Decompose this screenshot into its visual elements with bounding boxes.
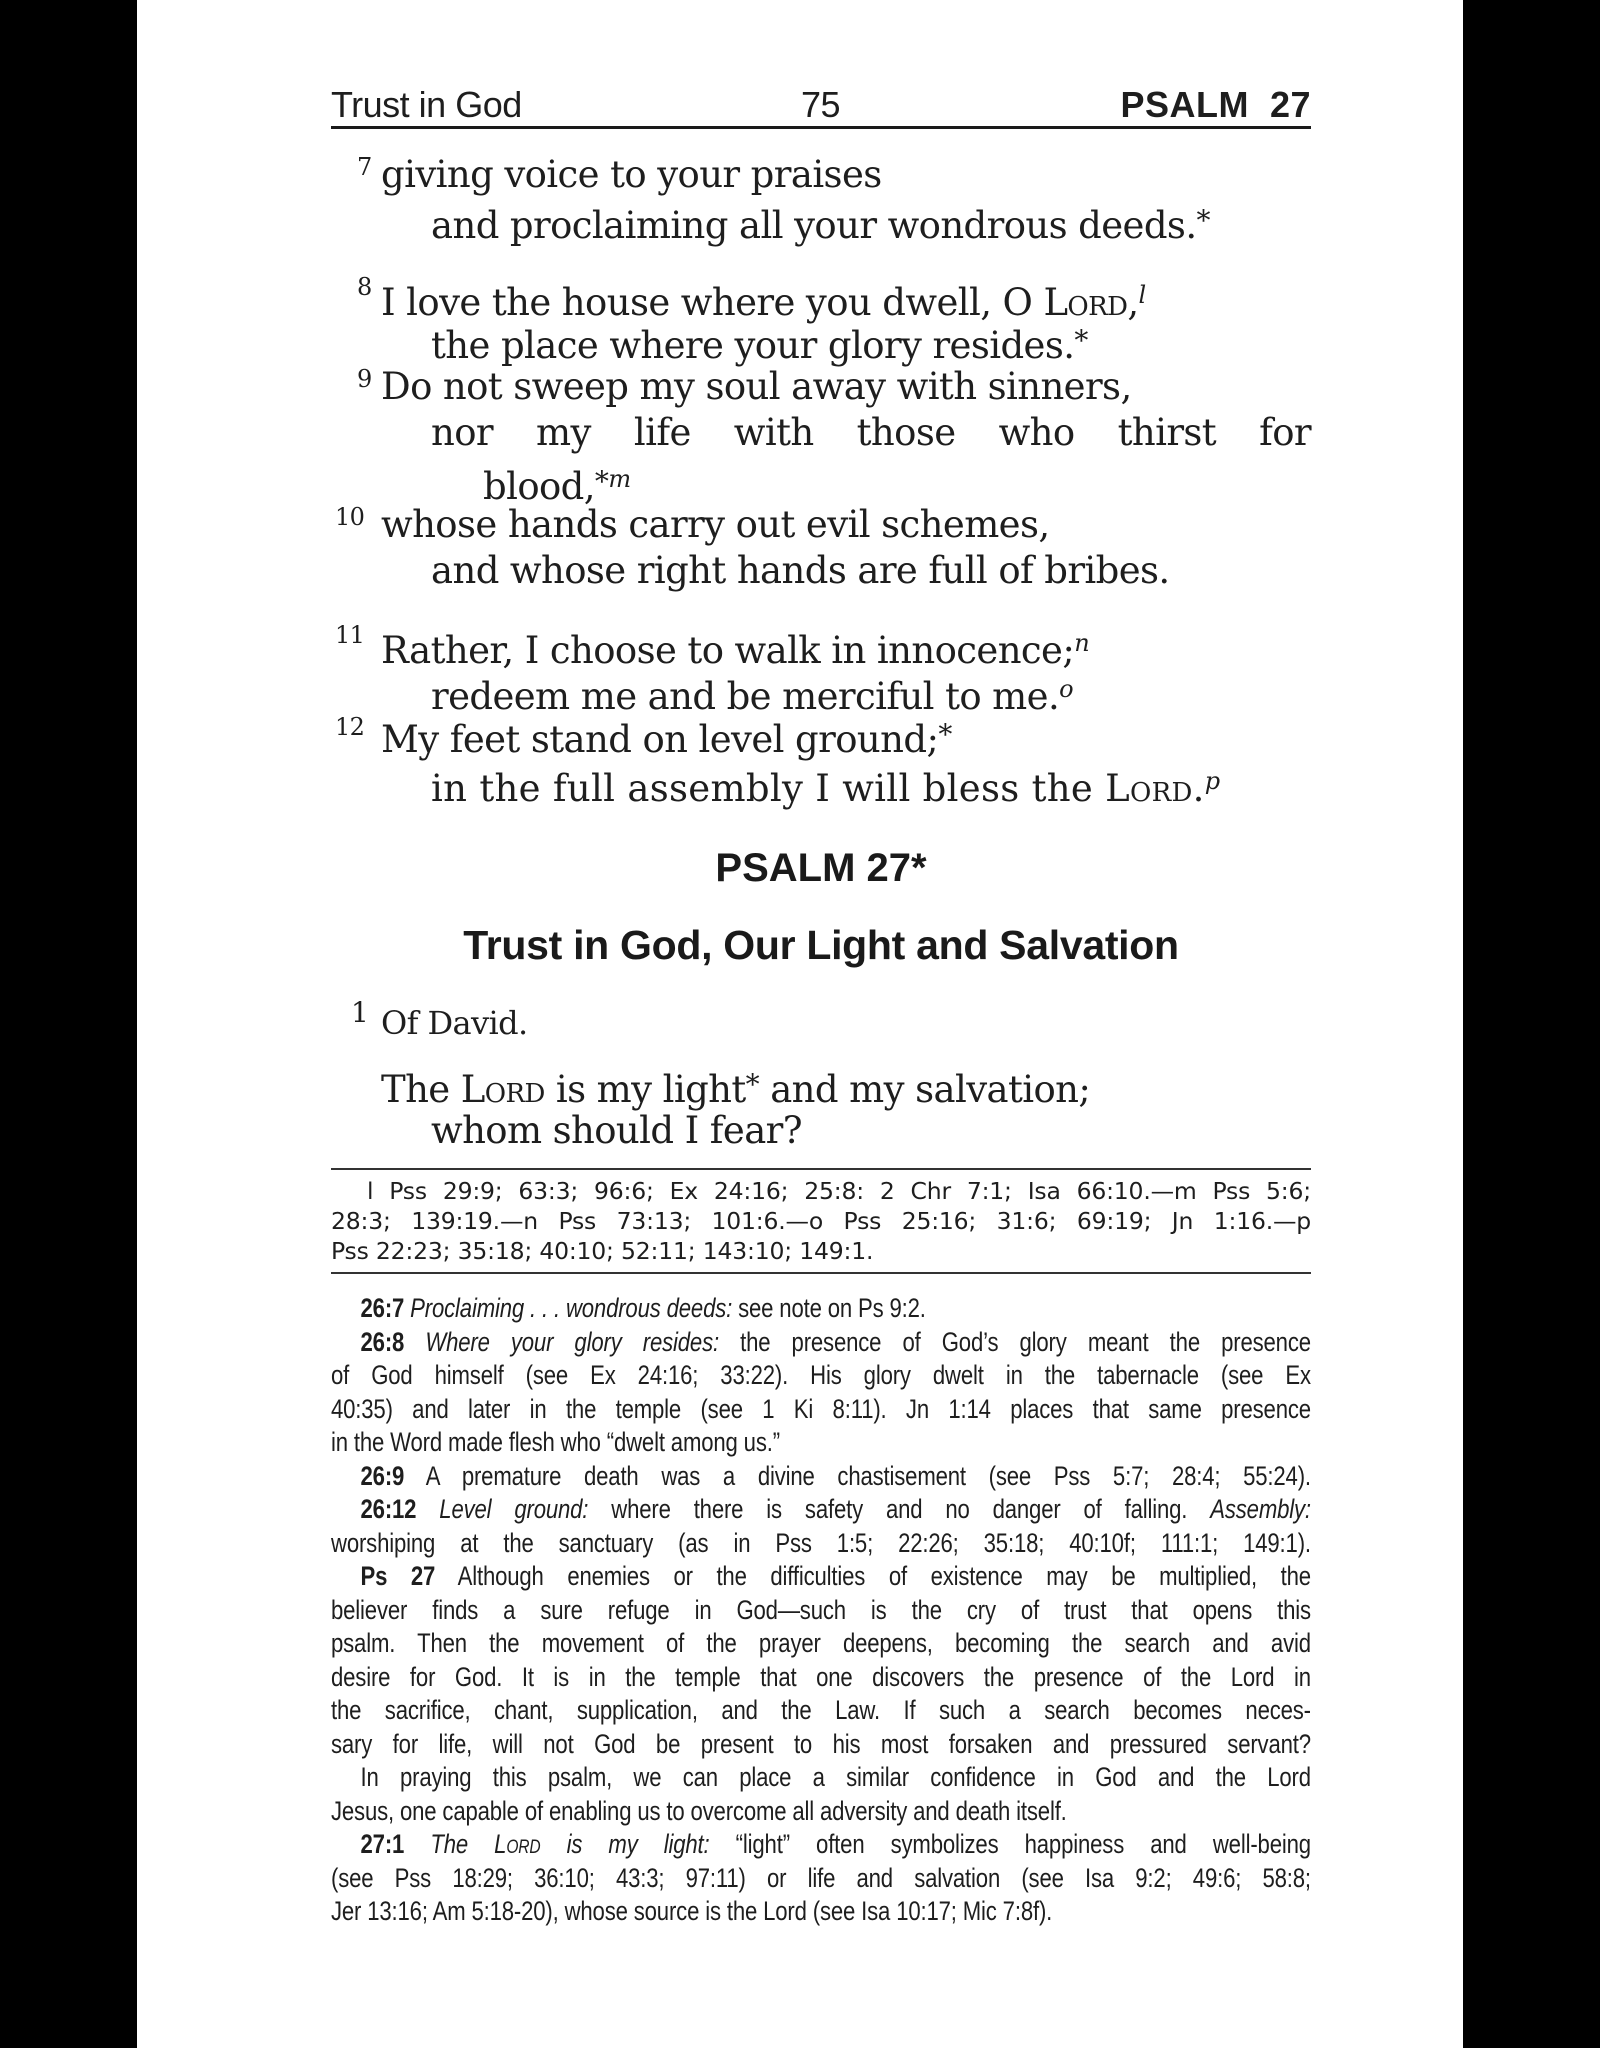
note-lemma: Assembly:: [1210, 1494, 1311, 1524]
divine-name: Lord: [1043, 281, 1128, 324]
verse-text: .: [1192, 767, 1205, 810]
note-line: Jer 13:16; Am 5:18-20), whose source is the Lord (see Isa 10:17; Mic 7:8f).: [331, 1896, 1053, 1926]
verse-text: Do not sweep my soul away with sinners,: [381, 365, 1132, 408]
verse-text: in the full assembly I will bless the: [431, 767, 1106, 810]
note-line: desire for God. It is in the temple that one discovers the presence of the Lord in: [331, 1661, 1311, 1692]
note-text: where there is safety and no danger of falling.: [588, 1494, 1211, 1524]
note-line: 40:35) and later in the temple (see 1 Ki 8:11). Jn 1:14 places that same presence: [331, 1393, 1311, 1424]
note-line: (see Pss 18:29; 36:10; 43:3; 97:11) or life and salvation (see Isa 9:2; 49:6; 58:8;: [331, 1862, 1311, 1893]
verse-text: Rather, I choose to walk in innocence;: [381, 629, 1075, 672]
divine-name: Lord: [1105, 767, 1193, 810]
crossref-line: Pss 22:23; 35:18; 40:10; 52:11; 143:10; 149:1.: [331, 1237, 874, 1265]
verse-10-line-2: [431, 548, 1170, 594]
divine-name: Lord: [494, 1829, 541, 1859]
note-paragraph: In praying this psalm, we can place a similar confidence in God and the Lord: [360, 1762, 1311, 1792]
study-notes: [331, 1292, 1311, 1929]
verse-number: 11: [335, 621, 365, 649]
verse-text: I love the house where you dwell, O: [381, 281, 1044, 324]
note-lemma: [430, 1829, 709, 1859]
superscription-text: Of David.: [381, 1004, 528, 1042]
note-line: in the Word made flesh who “dwelt among us.”: [331, 1427, 780, 1457]
verse-word: with: [733, 411, 814, 454]
note-asterisk[interactable]: *: [938, 718, 952, 751]
note-asterisk[interactable]: *: [745, 1068, 760, 1101]
verse-text: the place where your glory resides.: [431, 324, 1075, 367]
note-asterisk[interactable]: *: [1196, 204, 1210, 237]
verse-number: 10: [335, 503, 365, 531]
verse-number: 12: [335, 713, 365, 741]
note-lemma: Level ground:: [439, 1494, 589, 1524]
verse-word: life: [633, 411, 691, 454]
verse-8-line-2: [431, 318, 1088, 369]
verse-text: giving voice to your praises: [381, 153, 882, 196]
verse-1-line-1: [381, 1062, 1090, 1113]
note-lemma: Where your glory resides:: [425, 1326, 719, 1357]
note-text: Although enemies or the difficulties of existence may be multiplied, the: [435, 1561, 1311, 1591]
note-27-1: [331, 1828, 1311, 1862]
verse-number: 8: [357, 273, 372, 301]
running-head: [331, 78, 1311, 129]
psalm-heading: PSALM 27*: [715, 846, 927, 890]
verse-text: and proclaiming all your wondrous deeds.: [431, 204, 1197, 247]
verse-9-line-1: [357, 364, 1132, 410]
psalm-subtitle: Trust in God, Our Light and Salvation: [463, 922, 1179, 968]
note-26-7: [331, 1292, 1311, 1326]
note-ref: Ps 27: [360, 1561, 436, 1591]
verse-word: those: [856, 411, 956, 454]
verse-text: ,: [1127, 281, 1139, 324]
verse-text: whose hands carry out evil schemes,: [381, 503, 1050, 546]
verse-text: and whose right hands are full of bribes.: [431, 549, 1170, 592]
page-number: 75: [801, 84, 841, 125]
crossref-mark[interactable]: m: [608, 465, 631, 493]
verse-7-line-2: [431, 198, 1210, 249]
note-ref: 26:7: [360, 1293, 405, 1323]
verse-text: The: [381, 1068, 461, 1111]
running-head-psalm: PSALM 27: [1120, 84, 1311, 125]
note-lemma: Proclaiming . . . wondrous deeds:: [410, 1293, 733, 1323]
verse-12-line-2: [431, 758, 1220, 812]
note-ref: 26:9: [360, 1460, 405, 1491]
note-26-9: [331, 1460, 1311, 1494]
note-line: the sacrifice, chant, supplication, and the Law. If such a search becomes neces-: [331, 1695, 1311, 1725]
crossref-mark[interactable]: n: [1074, 629, 1090, 657]
crossref-mark[interactable]: l: [1138, 281, 1146, 309]
note-line: psalm. Then the movement of the prayer deepens, becoming the search and avid: [331, 1628, 1311, 1658]
note-lemma-part: The: [430, 1829, 495, 1859]
verse-number: 7: [357, 153, 372, 181]
running-head-title: Trust in God: [331, 84, 522, 125]
note-text: A premature death was a divine chastisement (see Pss 5:7; 28:4; 55:24).: [404, 1460, 1311, 1491]
verse-text: whom should I fear?: [431, 1109, 802, 1152]
note-line: of God himself (see Ex 24:16; 33:22). His glory dwelt in the tabernacle (see Ex: [331, 1360, 1311, 1390]
verse-word: for: [1259, 411, 1311, 454]
verse-word: nor: [431, 411, 493, 454]
crossref-line: 28:3; 139:19.—n Pss 73:13; 101:6.—o Pss 25:16; 31:6; 69:19; Jn 1:16.—p: [331, 1207, 1311, 1235]
verse-text: My feet stand on level ground;: [381, 718, 939, 761]
verse-number: 1: [351, 996, 369, 1029]
note-text: see note on Ps 9:2.: [732, 1293, 926, 1323]
note-line: worshiping at the sanctuary (as in Pss 1:5; 22:26; 35:18; 40:10f; 111:1; 149:1).: [331, 1527, 1311, 1558]
note-ref: 26:8: [360, 1326, 405, 1357]
verse-1-superscription: [351, 996, 528, 1046]
verse-12-line-1: [335, 712, 952, 763]
note-line: believer finds a sure refuge in God—such is the cry of trust that opens this: [331, 1594, 1311, 1625]
note-ref: 26:12: [360, 1494, 417, 1524]
note-26-12: [331, 1493, 1311, 1527]
note-lemma-part: is my light:: [540, 1829, 710, 1859]
book-page: [137, 0, 1463, 2048]
divine-name: Lord: [460, 1068, 545, 1111]
note-asterisk[interactable]: *: [1074, 324, 1088, 357]
note-text: the presence of God’s glory meant the presence: [718, 1326, 1311, 1357]
verse-word: thirst: [1117, 411, 1217, 454]
verse-text: blood,: [483, 465, 595, 508]
verse-text: redeem me and be merciful to me.: [431, 675, 1060, 718]
verse-10-line-1: [335, 502, 1050, 548]
verse-word: who: [998, 411, 1075, 454]
note-line: sary for life, will not God be present to his most forsaken and pressured servant?: [331, 1728, 1311, 1759]
crossref-mark[interactable]: o: [1059, 675, 1073, 703]
verse-word: my: [536, 411, 591, 454]
verse-number: 9: [357, 365, 372, 393]
note-text: “light” often symbolizes happiness and well-being: [709, 1829, 1311, 1859]
note-ps-27: [331, 1560, 1311, 1594]
cross-references: [331, 1168, 1311, 1274]
verse-9-line-2: [431, 410, 1311, 456]
note-asterisk[interactable]: *: [594, 465, 609, 498]
verse-1-line-2: [431, 1108, 802, 1154]
verse-7-line-1: [357, 152, 882, 198]
crossref-line: l Pss 29:9; 63:3; 96:6; Ex 24:16; 25:8: 2 Chr 7:1; Isa 66:10.—m Pss 5:6;: [367, 1177, 1311, 1205]
note-26-8: [331, 1326, 1311, 1360]
crossref-mark[interactable]: p: [1204, 767, 1221, 795]
note-line: Jesus, one capable of enabling us to overcome all adversity and death itself.: [331, 1795, 1067, 1826]
verse-text: and my salvation;: [759, 1068, 1091, 1111]
note-ref: 27:1: [360, 1829, 405, 1859]
verse-text: is my light: [544, 1068, 746, 1111]
